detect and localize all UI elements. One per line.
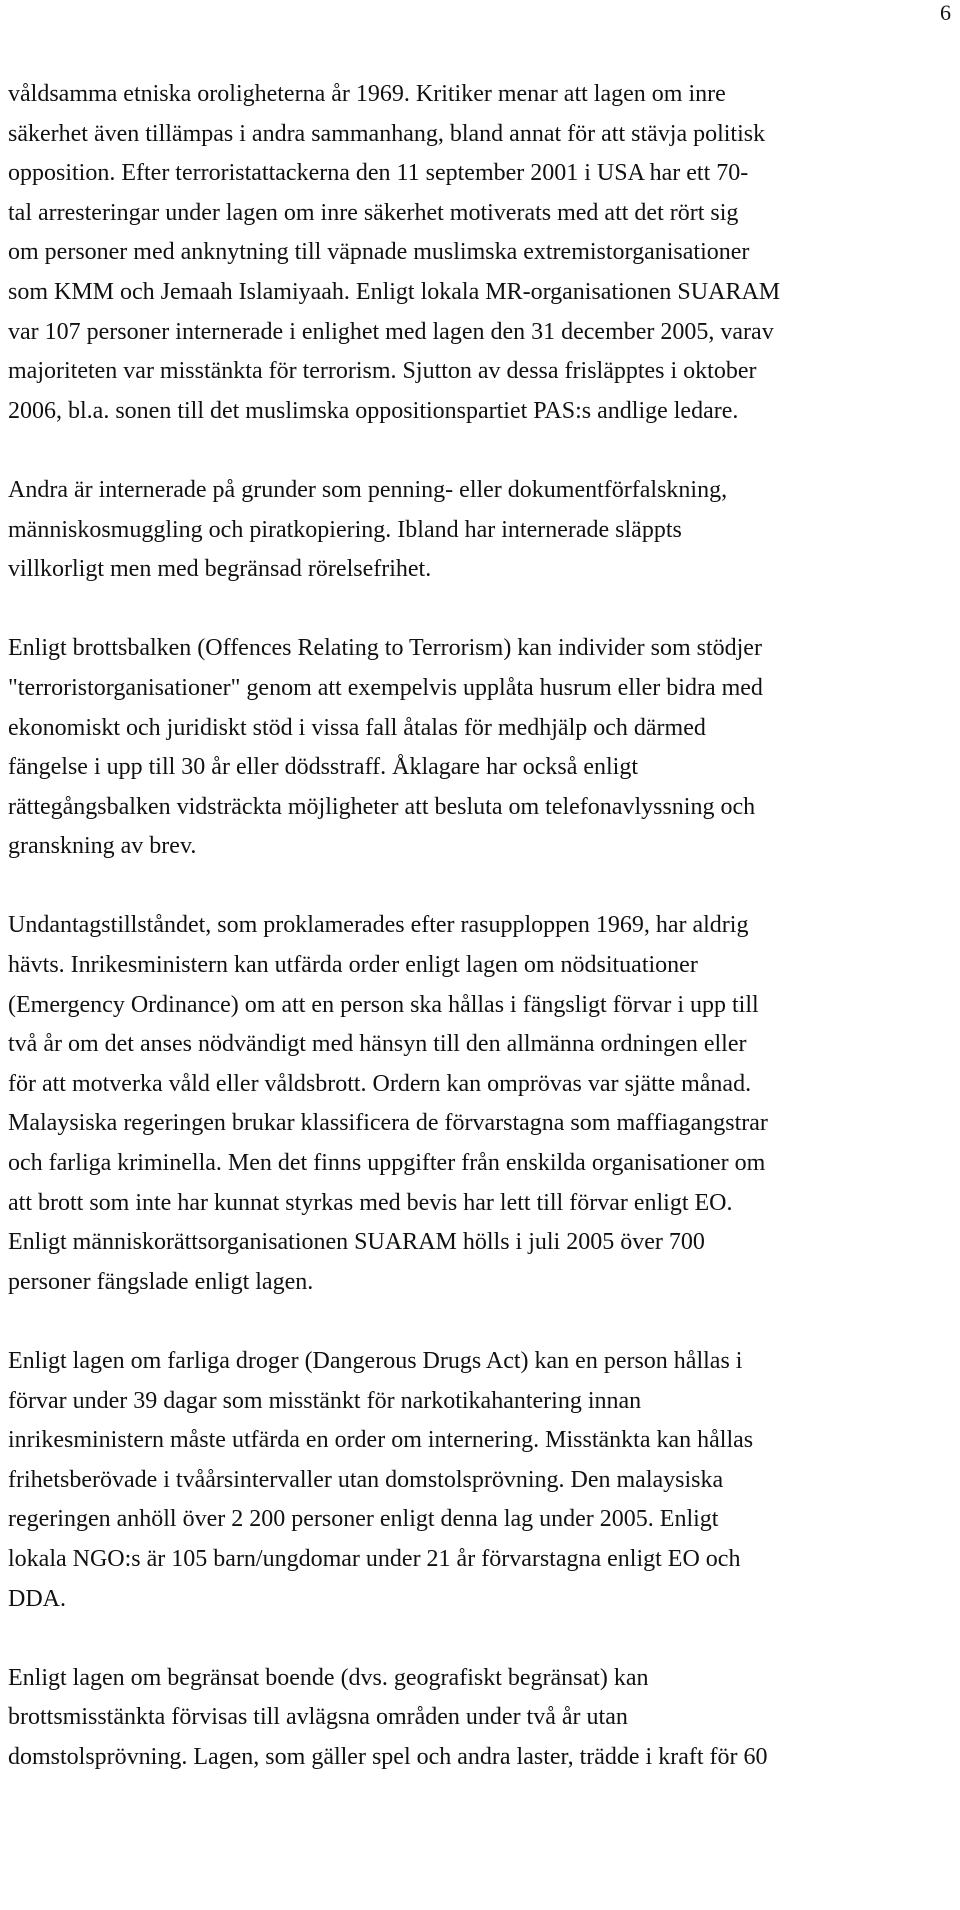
text-line: personer fängslade enligt lagen.	[8, 1268, 314, 1295]
text-line: människosmuggling och piratkopiering. Ibland har internerade släppts	[8, 516, 682, 543]
text-line: brottsmisstänkta förvisas till avlägsna områden under två år utan	[8, 1704, 628, 1731]
text-line: Enligt lagen om begränsat boende (dvs. geografiskt begränsat) kan	[8, 1664, 649, 1691]
text-line: förvar under 39 dagar som misstänkt för narkotikahantering innan	[8, 1387, 642, 1414]
paragraph-6	[8, 1659, 948, 1778]
text-line: om personer med anknytning till väpnade muslimska extremistorganisationer	[8, 239, 750, 266]
text-line: villkorligt men med begränsad rörelsefrihet.	[8, 556, 432, 583]
text-line: för att motverka våld eller våldsbrott. Ordern kan omprövas var sjätte månad.	[8, 1070, 752, 1097]
text-line: ekonomiskt och juridiskt stöd i vissa fall åtalas för medhjälp och därmed	[8, 714, 706, 741]
text-line: DDA.	[8, 1585, 66, 1612]
text-line: och farliga kriminella. Men det finns uppgifter från enskilda organisationer om	[8, 1150, 766, 1177]
paragraph-5	[8, 1342, 948, 1619]
paragraph-2	[8, 471, 948, 590]
paragraph-1	[8, 75, 948, 431]
text-line: frihetsberövade i tvåårsintervaller utan domstolsprövning. Den malaysiska	[8, 1466, 724, 1493]
page-number: 6	[940, 0, 951, 25]
text-line: "terroristorganisationer" genom att exempelvis upplåta husrum eller bidra med	[8, 674, 763, 701]
text-line: Enligt lagen om farliga droger (Dangerous Drugs Act) kan en person hållas i	[8, 1348, 743, 1374]
text-line: rättegångsbalken vidsträckta möjligheter att besluta om telefonavlyssning och	[8, 793, 756, 820]
text-line: att brott som inte har kunnat styrkas med bevis har lett till förvar enligt EO.	[8, 1189, 733, 1216]
text-line: Enligt brottsbalken (Offences Relating to Terrorism) kan individer som stödjer	[8, 635, 762, 662]
text-line: 2006, bl.a. sonen till det muslimska oppositionspartiet PAS:s andlige ledare.	[8, 397, 739, 424]
paragraph-3	[8, 629, 948, 867]
text-line: två år om det anses nödvändigt med hänsyn till den allmänna ordningen eller	[8, 1031, 747, 1058]
text-line: tal arresteringar under lagen om inre säkerhet motiverats med att det rört sig	[8, 199, 739, 226]
paragraph-4	[8, 906, 948, 1302]
text-line: Enligt människorättsorganisationen SUARAM hölls i juli 2005 över 700	[8, 1229, 705, 1256]
text-line: majoriteten var misstänkta för terrorism. Sjutton av dessa frisläpptes i oktober	[8, 358, 757, 385]
text-line: opposition. Efter terroristattackerna den 11 september 2001 i USA har ett 70-	[8, 160, 749, 187]
text-line: inrikesministern måste utfärda en order om internering. Misstänkta kan hållas	[8, 1427, 754, 1454]
text-line: fängelse i upp till 30 år eller dödsstraff. Åklagare har också enligt	[8, 754, 639, 781]
text-line: våldsamma etniska oroligheterna år 1969. Kritiker menar att lagen om inre	[8, 81, 726, 107]
text-line: säkerhet även tillämpas i andra sammanhang, bland annat för att stävja politisk	[8, 120, 766, 147]
text-line: som KMM och Jemaah Islamiyaah. Enligt lokala MR-organisationen SUARAM	[8, 278, 781, 305]
text-line: lokala NGO:s är 105 barn/ungdomar under 21 år förvarstagna enligt EO och	[8, 1545, 741, 1572]
text-line: Andra är internerade på grunder som penning- eller dokumentförfalskning,	[8, 476, 728, 503]
text-line: Malaysiska regeringen brukar klassificera de förvarstagna som maffiagangstrar	[8, 1110, 768, 1137]
text-line: hävts. Inrikesministern kan utfärda order enligt lagen om nödsituationer	[8, 952, 698, 979]
text-line: (Emergency Ordinance) om att en person ska hållas i fängsligt förvar i upp till	[8, 991, 759, 1018]
text-line: domstolsprövning. Lagen, som gäller spel och andra laster, trädde i kraft för 60	[8, 1743, 768, 1770]
text-line: regeringen anhöll över 2 200 personer enligt denna lag under 2005. Enligt	[8, 1506, 719, 1533]
text-line: Undantagstillståndet, som proklamerades efter rasupploppen 1969, har aldrig	[8, 912, 749, 939]
text-line: granskning av brev.	[8, 833, 197, 860]
document-body	[8, 75, 948, 1778]
text-line: var 107 personer internerade i enlighet med lagen den 31 december 2005, varav	[8, 318, 774, 345]
